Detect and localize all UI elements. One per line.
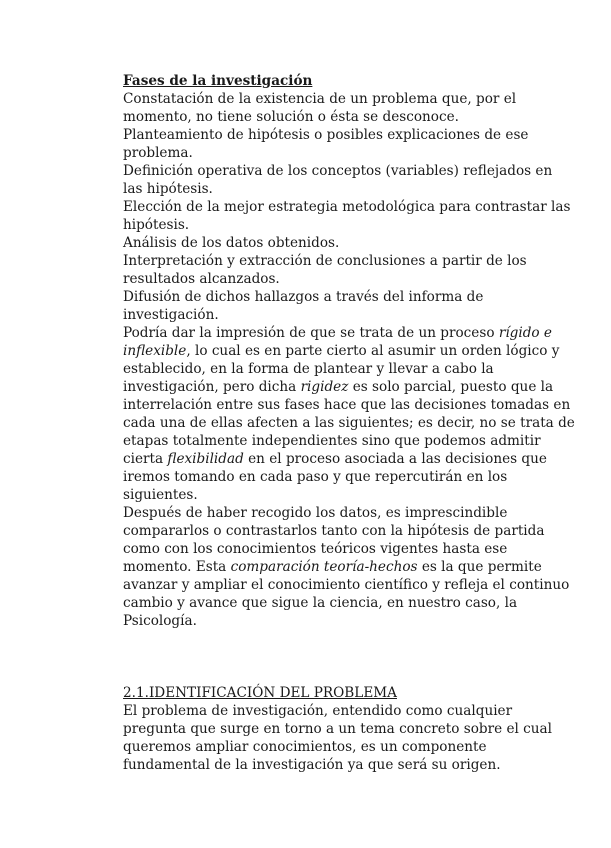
- paragraph-line: [123, 378, 554, 396]
- phase-item: [123, 288, 523, 324]
- phase-line: Elección de la mejor estrategia metodológica para contrastar las: [123, 199, 571, 215]
- phases-list: [123, 90, 571, 324]
- paragraph-line: [123, 324, 552, 342]
- italic-term: rígido e: [498, 325, 552, 341]
- text-run: Podría dar la impresión de que se trata de un proceso: [123, 325, 499, 341]
- paragraph-line: como con los conocimientos teóricos vigentes hasta ese: [123, 541, 508, 557]
- section-identification: [123, 684, 553, 774]
- italic-term: flexibilidad: [167, 451, 244, 467]
- phase-line: Análisis de los datos obtenidos.: [123, 235, 340, 251]
- paragraph-line: [123, 558, 542, 576]
- phase-item: [123, 252, 527, 288]
- italic-term: comparación teoría-hechos: [230, 559, 418, 575]
- paragraph-line: [123, 450, 547, 468]
- paragraph-line: cada una de ellas afecten a las siguientes; es decir, no se trata de: [123, 415, 575, 431]
- paragraph-line: interrelación entre sus fases hace que las decisiones tomadas en: [123, 397, 571, 413]
- phase-line: Interpretación y extracción de conclusiones a partir de los: [123, 253, 527, 269]
- phase-item: [123, 162, 553, 198]
- phase-line: Constatación de la existencia de un problema que, por el: [123, 91, 517, 107]
- paragraph-line: siguientes.: [123, 487, 198, 503]
- phase-item: [123, 234, 523, 252]
- italic-term: inflexible: [123, 343, 187, 359]
- paragraph-line: etapas totalmente independientes sino que podemos admitir: [123, 433, 541, 449]
- text-run: en el proceso asociada a las decisiones que: [243, 451, 547, 467]
- paragraph-line: avanzar y ampliar el conocimiento científico y refleja el continuo: [123, 577, 570, 593]
- text-run: es la que permite: [417, 559, 542, 575]
- section-heading: 2.1.IDENTIFICACIÓN DEL PROBLEMA: [123, 685, 397, 701]
- phase-line: Definición operativa de los conceptos (variables) reflejados en: [123, 163, 553, 179]
- phase-item: [123, 90, 523, 126]
- paragraph-line: establecido, en la forma de plantear y llevar a cabo la: [123, 361, 494, 377]
- text-run: cierta: [123, 451, 168, 467]
- phase-line: resultados alcanzados.: [123, 271, 280, 287]
- phase-line: problema.: [123, 145, 193, 161]
- paragraph-line: Psicología.: [123, 613, 197, 629]
- text-run: , lo cual es en parte cierto al asumir un orden lógico y: [186, 343, 560, 359]
- paragraph-line: [123, 342, 560, 360]
- phase-line: investigación.: [123, 307, 219, 323]
- phases-heading: Fases de la investigación: [123, 73, 313, 89]
- paragraph-line: queremos ampliar conocimientos, es un componente: [123, 739, 487, 755]
- document-content: [123, 72, 575, 774]
- phase-line: momento, no tiene solución o ésta se desconoce.: [123, 109, 459, 125]
- paragraph-line: compararlos o contrastarlos tanto con la hipótesis de partida: [123, 523, 545, 539]
- phase-item: [123, 198, 571, 234]
- text-run: es solo parcial, puesto que la: [348, 379, 554, 395]
- phase-line: Planteamiento de hipótesis o posibles explicaciones de ese: [123, 127, 529, 143]
- paragraph-line: pregunta que surge en torno a un tema concreto sobre el cual: [123, 721, 553, 737]
- paragraph-line: iremos tomando en cada paso y que repercutirán en los: [123, 469, 508, 485]
- paragraph-line: El problema de investigación, entendido como cualquier: [123, 703, 513, 719]
- paragraph-line: cambio y avance que sigue la ciencia, en nuestro caso, la: [123, 595, 518, 611]
- paragraph-comparison: [123, 504, 570, 630]
- italic-term: rigidez: [300, 379, 349, 395]
- text-run: momento. Esta: [123, 559, 231, 575]
- paragraph-flexibility: [123, 324, 575, 504]
- phase-line: Difusión de dichos hallazgos a través del informa de: [123, 289, 484, 305]
- section-spacer: [123, 630, 523, 684]
- phase-line: las hipótesis.: [123, 181, 213, 197]
- phase-item: [123, 126, 529, 162]
- paragraph-line: fundamental de la investigación ya que será su origen.: [123, 757, 501, 773]
- paragraph-line: Después de haber recogido los datos, es imprescindible: [123, 505, 508, 521]
- text-run: investigación, pero dicha: [123, 379, 301, 395]
- phase-line: hipótesis.: [123, 217, 190, 233]
